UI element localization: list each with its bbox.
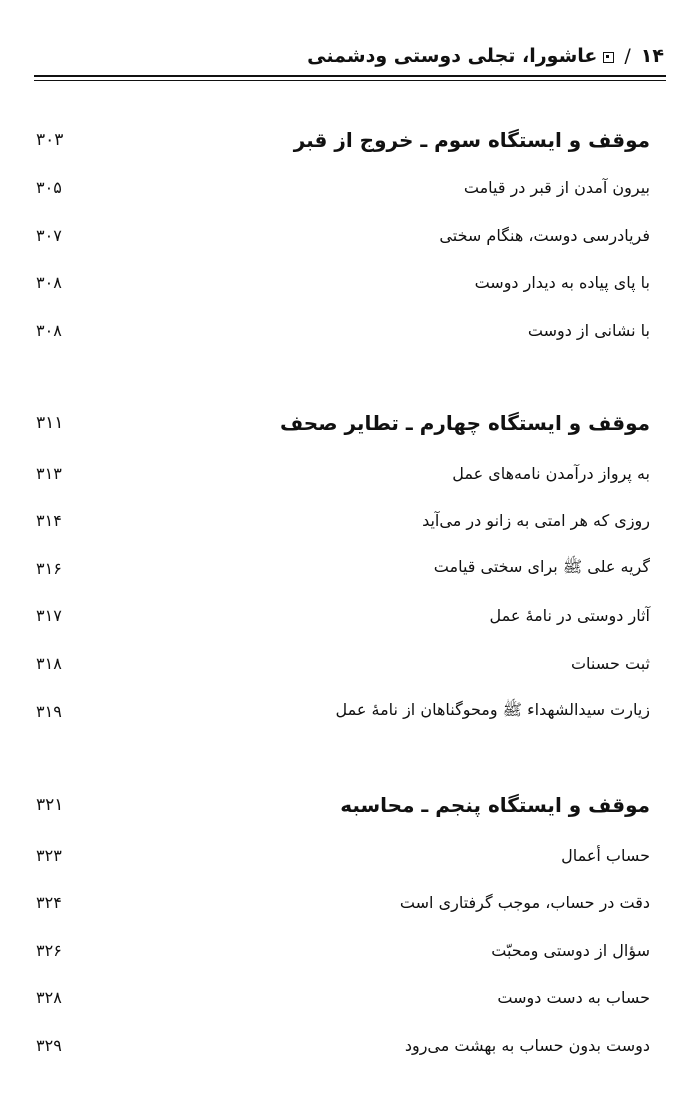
- section-page-number: ۳۱۱: [36, 413, 64, 433]
- entry-page-number: ۳۲۹: [36, 1035, 62, 1055]
- toc-entry: [36, 315, 650, 345]
- section-title: موقف و ایستگاه پنجم ـ محاسبه: [340, 793, 650, 817]
- entry-page-number: ۳۲۳: [36, 845, 62, 865]
- toc-entry: [36, 172, 650, 202]
- entry-title: دقت در حساب، موجب گرفتاری است: [399, 892, 650, 912]
- toc-entry: [36, 1030, 650, 1060]
- toc-entry: [36, 220, 650, 250]
- entry-page-number: ۳۱۴: [36, 510, 62, 530]
- entry-title: روزی که هر امتی به زانو در می‌آید: [422, 510, 650, 530]
- entry-title: سؤال از دوستی ومحبّت: [491, 940, 650, 960]
- toc-section-heading: [36, 790, 650, 820]
- entry-title: زیارت سیدالشهداء ﷺ ومحوگناهان از نامۀ عمل: [335, 699, 650, 719]
- page-number: ۱۴: [640, 45, 664, 67]
- entry-page-number: ۳۰۷: [36, 225, 62, 245]
- entry-page-number: ۳۱۳: [36, 463, 62, 483]
- entry-title: با پای پیاده به دیدار دوست: [474, 272, 650, 292]
- toc-entry: [36, 982, 650, 1012]
- header-separator: /: [624, 45, 631, 67]
- entry-page-number: ۳۰۸: [36, 320, 62, 340]
- section-title: موقف و ایستگاه چهارم ـ تطایر صحف: [279, 411, 650, 435]
- toc-entry: [36, 696, 650, 726]
- toc-entry: [36, 840, 650, 870]
- entry-page-number: ۳۲۶: [36, 940, 62, 960]
- toc-entry: [36, 267, 650, 297]
- entry-page-number: ۳۰۸: [36, 272, 62, 292]
- header-rule-thick: [34, 75, 666, 77]
- header-rule-thin: [34, 80, 666, 81]
- entry-title: به پرواز درآمدن نامه‌های عمل: [452, 463, 650, 483]
- section-page-number: ۳۰۳: [36, 130, 64, 150]
- entry-title: فریادرسی دوست، هنگام سختی: [439, 225, 650, 245]
- toc-entry: [36, 935, 650, 965]
- running-header: [36, 40, 664, 72]
- book-title: عاشورا، تجلی دوستی ودشمنی: [307, 45, 598, 67]
- entry-page-number: ۳۱۷: [36, 605, 62, 625]
- entry-title: ثبت حسنات: [570, 653, 650, 673]
- section-title: موقف و ایستگاه سوم ـ خروج از قبر: [293, 128, 650, 152]
- square-ornament-icon: [603, 52, 614, 63]
- entry-page-number: ۳۰۵: [36, 177, 62, 197]
- entry-page-number: ۳۲۴: [36, 892, 62, 912]
- toc-entry: [36, 505, 650, 535]
- entry-title: با نشانی از دوست: [527, 320, 650, 340]
- toc-entry: [36, 600, 650, 630]
- toc-entry: [36, 648, 650, 678]
- section-page-number: ۳۲۱: [36, 795, 64, 815]
- toc-section-heading: [36, 125, 650, 155]
- entry-title: گریه علی ﷺ برای سختی قیامت: [433, 556, 650, 576]
- entry-title: آثار دوستی در نامۀ عمل: [489, 605, 650, 625]
- entry-title: حساب أعمال: [561, 845, 650, 865]
- entry-page-number: ۳۱۹: [36, 701, 62, 721]
- toc-entry: [36, 458, 650, 488]
- entry-page-number: ۳۱۸: [36, 653, 62, 673]
- toc-section-heading: [36, 408, 650, 438]
- entry-page-number: ۳۲۸: [36, 987, 62, 1007]
- entry-title: حساب به دست دوست: [497, 987, 650, 1007]
- entry-title: دوست بدون حساب به بهشت می‌رود: [404, 1035, 650, 1055]
- toc-entry: [36, 553, 650, 583]
- entry-page-number: ۳۱۶: [36, 558, 62, 578]
- toc-entry: [36, 887, 650, 917]
- entry-title: بیرون آمدن از قبر در قیامت: [463, 177, 650, 197]
